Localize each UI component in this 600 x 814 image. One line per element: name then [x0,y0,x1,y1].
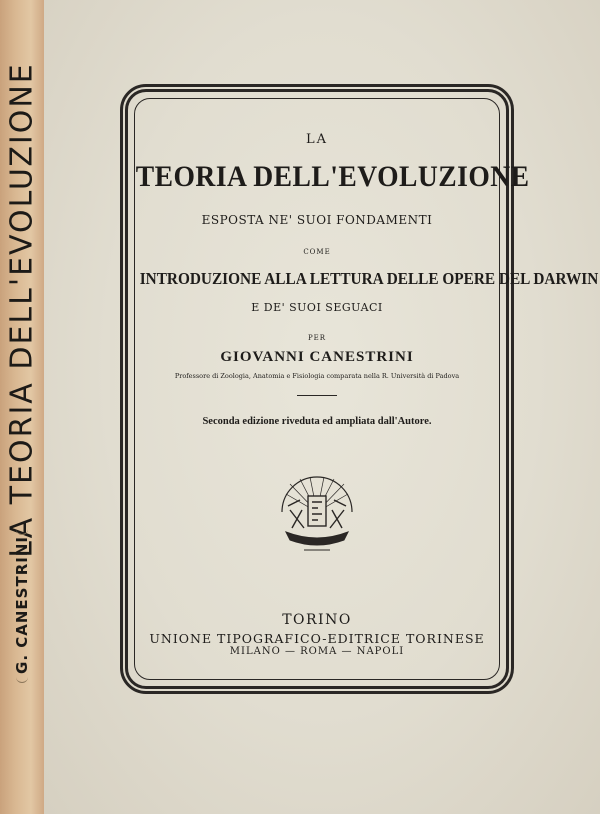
spine-title: LA TEORIA DELL'EVOLUZIONE [4,62,40,558]
book-spine [0,0,44,814]
author-affiliation: Professore di Zoologia, Anatomia e Fisiologia comparata nella R. Università di Padova [174,372,460,380]
publication-city: TORINO [282,612,352,628]
by-text: PER [307,334,327,342]
printer-emblem-icon [270,470,364,562]
publisher-branches: MILANO — ROMA — NAPOLI [229,646,405,657]
title-article: LA [305,132,329,147]
divider [297,395,337,396]
book-title: TEORIA DELL'EVOLUZIONE [135,160,530,193]
connector-text: COME [303,248,331,256]
purpose-line: INTRODUZIONE ALLA LETTURA DELLE OPERE DEL DARWIN [139,269,599,288]
book-subtitle: ESPOSTA NE' SUOI FONDAMENTI [201,213,433,227]
purpose-continuation: E DE' SUOI SEGUACI [251,301,383,314]
author-name: GIOVANNI CANESTRINI [220,349,414,365]
spine-author: G. CANESTRINI [13,536,31,674]
edition-note: Seconda edizione riveduta ed ampliata dall'Autore. [202,416,432,427]
spine-ornament [16,676,28,683]
publisher-name: UNIONE TIPOGRAFICO-EDITRICE TORINESE [149,631,485,646]
